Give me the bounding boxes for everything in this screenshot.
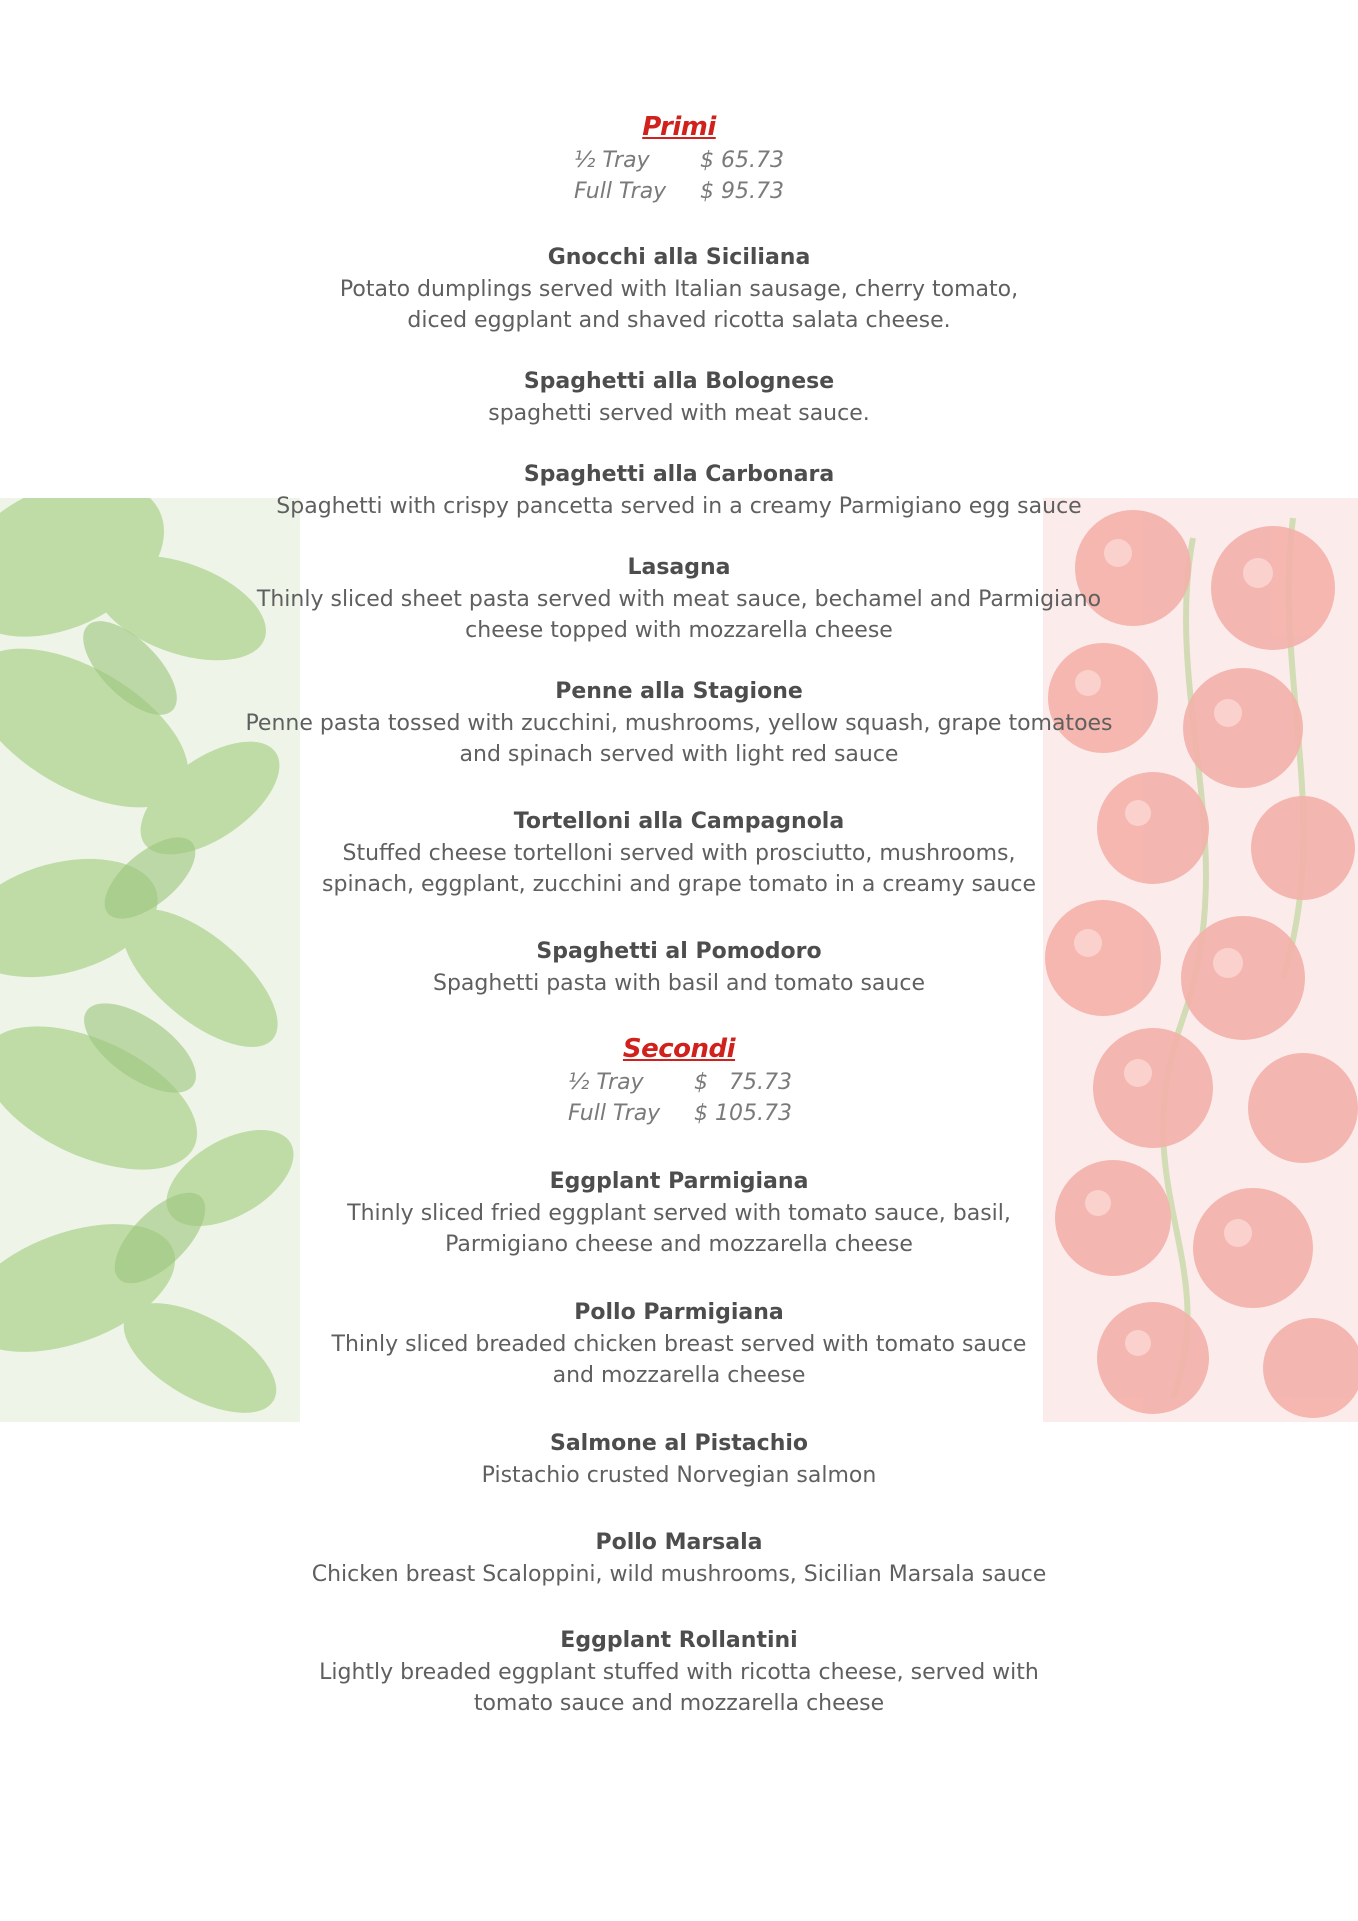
dish-tortelloni-alla-campagnola xyxy=(0,806,1358,900)
dish-description: Spaghetti with crispy pancetta served in a creamy Parmigiano egg sauce xyxy=(276,494,1082,519)
dish-description: and mozzarella cheese xyxy=(552,1363,806,1388)
tray-label: Full Tray xyxy=(568,1101,661,1126)
dish-name: Spaghetti al Pomodoro xyxy=(536,939,822,964)
dish-description: Lightly breaded eggplant stuffed with ricotta cheese, served with xyxy=(319,1660,1039,1685)
dish-pollo-marsala xyxy=(0,1527,1358,1590)
dish-description: Penne pasta tossed with zucchini, mushrooms, yellow squash, grape tomatoes xyxy=(245,711,1113,736)
dish-description: Spaghetti pasta with basil and tomato sauce xyxy=(433,971,925,996)
dish-name: Pollo Marsala xyxy=(595,1530,763,1555)
price-row-half-tray xyxy=(574,148,784,173)
dish-spaghetti-alla-bolognese xyxy=(0,366,1358,429)
dish-name: Lasagna xyxy=(627,555,731,580)
dish-pollo-parmigiana xyxy=(0,1297,1358,1391)
dish-description: and spinach served with light red sauce xyxy=(459,742,899,767)
tray-label: ½ Tray xyxy=(568,1070,644,1095)
dish-penne-alla-stagione xyxy=(0,676,1358,770)
dish-gnocchi-alla-siciliana xyxy=(0,242,1358,336)
dish-description: diced eggplant and shaved ricotta salata cheese. xyxy=(407,308,951,333)
dish-name: Eggplant Rollantini xyxy=(560,1628,798,1653)
dish-name: Spaghetti alla Bolognese xyxy=(523,369,835,394)
price-row-full-tray xyxy=(568,1101,792,1126)
tray-label: Full Tray xyxy=(574,179,667,204)
price-row-half-tray xyxy=(568,1070,792,1095)
dish-name: Penne alla Stagione xyxy=(555,679,803,704)
tray-price: $ 65.73 xyxy=(700,148,784,173)
section-title-primi: Primi xyxy=(642,112,716,142)
dish-description: Chicken breast Scaloppini, wild mushrooms, Sicilian Marsala sauce xyxy=(311,1562,1047,1587)
section-title-secondi: Secondi xyxy=(622,1034,736,1064)
dish-spaghetti-alla-carbonara xyxy=(0,459,1358,522)
dish-description: Stuffed cheese tortelloni served with prosciutto, mushrooms, xyxy=(342,841,1016,866)
dish-description: spaghetti served with meat sauce. xyxy=(488,401,870,426)
price-row-full-tray xyxy=(574,179,784,204)
dish-description: spinach, eggplant, zucchini and grape tomato in a creamy sauce xyxy=(322,872,1036,897)
dish-name: Spaghetti alla Carbonara xyxy=(523,462,835,487)
tray-label: ½ Tray xyxy=(574,148,650,173)
dish-description: tomato sauce and mozzarella cheese xyxy=(473,1691,885,1716)
dish-description: Thinly sliced fried eggplant served with tomato sauce, basil, xyxy=(347,1201,1011,1226)
dish-description: Thinly sliced sheet pasta served with meat sauce, bechamel and Parmigiano xyxy=(256,587,1102,612)
dish-spaghetti-al-pomodoro xyxy=(0,936,1358,999)
dish-name: Salmone al Pistachio xyxy=(549,1431,809,1456)
dish-eggplant-rollantini xyxy=(0,1625,1358,1719)
dish-description: Pistachio crusted Norvegian salmon xyxy=(481,1463,877,1488)
dish-salmone-al-pistachio xyxy=(0,1428,1358,1491)
dish-eggplant-parmigiana xyxy=(0,1166,1358,1260)
dish-name: Gnocchi alla Siciliana xyxy=(547,245,811,270)
dish-description: cheese topped with mozzarella cheese xyxy=(465,618,893,643)
dish-description: Thinly sliced breaded chicken breast served with tomato sauce xyxy=(331,1332,1027,1357)
dish-description: Potato dumplings served with Italian sausage, cherry tomato, xyxy=(339,277,1019,302)
dish-description: Parmigiano cheese and mozzarella cheese xyxy=(445,1232,913,1257)
tray-price: $ 105.73 xyxy=(694,1101,792,1126)
dish-lasagna xyxy=(0,552,1358,646)
tray-price: $ 95.73 xyxy=(700,179,784,204)
tray-price: $ 75.73 xyxy=(694,1070,792,1095)
dish-name: Eggplant Parmigiana xyxy=(549,1169,809,1194)
dish-name: Tortelloni alla Campagnola xyxy=(513,809,845,834)
dish-name: Pollo Parmigiana xyxy=(574,1300,784,1325)
